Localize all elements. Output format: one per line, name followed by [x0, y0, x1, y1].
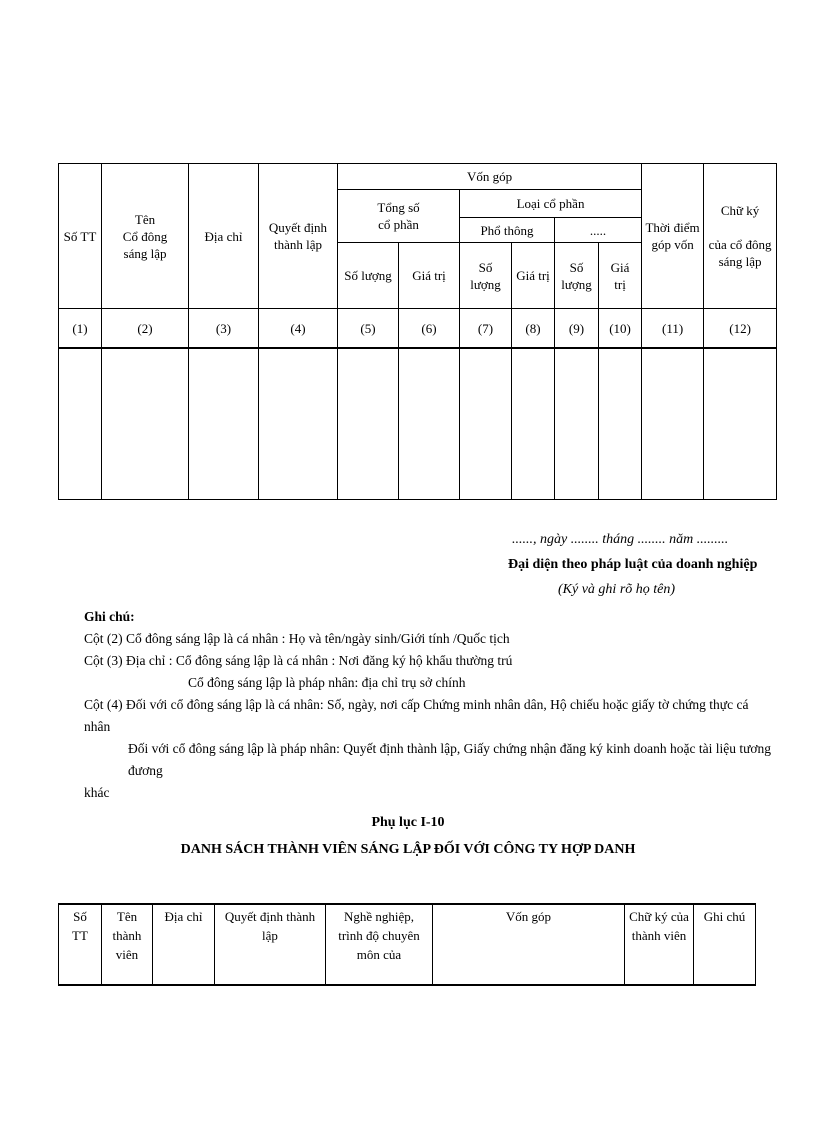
- note-line: Đối với cổ đông sáng lập là pháp nhân: Quyết định thành lập, Giấy chứng nhận đăng ký kinh doanh hoặc tài liệu tương đương: [128, 741, 772, 778]
- column-number: (9): [555, 309, 599, 349]
- appendix-label: Phụ lục I-10: [371, 815, 445, 830]
- column-number: (3): [189, 309, 259, 349]
- column-number: (10): [599, 309, 642, 349]
- note-line: Cột (3) Địa chỉ : Cổ đông sáng lập là cá nhân : Nơi đăng ký hộ khẩu thường trú: [84, 653, 513, 668]
- empty-cell: [59, 348, 102, 500]
- column-number: (12): [704, 309, 777, 349]
- col-header-stt: Số TT: [59, 164, 102, 309]
- col-header-common: Phổ thông: [460, 218, 555, 243]
- column-number: (6): [399, 309, 460, 349]
- signature-instruction: (Ký và ghi rõ họ tên): [558, 582, 676, 597]
- empty-cell: [555, 348, 599, 500]
- column-number: (4): [259, 309, 338, 349]
- col-header-capital: Vốn góp: [433, 904, 625, 985]
- col-header-value: Giá trị: [399, 243, 460, 309]
- col-header-value: Giá trị: [599, 243, 642, 309]
- col-header-name: Tên Cổ đông sáng lập: [102, 164, 189, 309]
- column-number: (11): [642, 309, 704, 349]
- empty-cell: [642, 348, 704, 500]
- col-header-address: Địa chỉ: [189, 164, 259, 309]
- note-line: khác: [84, 785, 110, 800]
- empty-cell: [102, 348, 189, 500]
- column-number: (5): [338, 309, 399, 349]
- col-header-total-shares: Tổng số cổ phần: [338, 190, 460, 243]
- notes-section: [84, 606, 774, 804]
- shareholder-table: [58, 163, 777, 500]
- col-header-decision: Quyết định thành lập: [259, 164, 338, 309]
- col-header-signature: Chữ ký của cổ đông sáng lập: [704, 164, 777, 309]
- col-header-signature: Chữ ký của thành viên: [625, 904, 694, 985]
- partner-table: [58, 903, 756, 986]
- note-line: Cột (4) Đối với cổ đông sáng lập là cá nhân: Số, ngày, nơi cấp Chứng minh nhân dân, Hộ chiếu hoặc giấy tờ chứng thực cá nhân: [84, 697, 749, 734]
- notes-heading: Ghi chú:: [84, 609, 135, 624]
- col-header-value: Giá trị: [512, 243, 555, 309]
- col-header-capital: Vốn góp: [338, 164, 642, 190]
- col-header-quantity: Số lượng: [338, 243, 399, 309]
- column-number: (7): [460, 309, 512, 349]
- col-header-other: .....: [555, 218, 642, 243]
- empty-cell: [599, 348, 642, 500]
- col-header-quantity: Số lượng: [460, 243, 512, 309]
- empty-cell: [512, 348, 555, 500]
- col-header-time: Thời điểm góp vốn: [642, 164, 704, 309]
- col-header-remarks: Ghi chú: [694, 904, 756, 985]
- col-header-stt: Số TT: [59, 904, 102, 985]
- empty-cell: [399, 348, 460, 500]
- document-title: DANH SÁCH THÀNH VIÊN SÁNG LẬP ĐỐI VỚI CÔNG TY HỢP DANH: [180, 842, 636, 857]
- column-number: (1): [59, 309, 102, 349]
- column-number: (8): [512, 309, 555, 349]
- empty-cell: [704, 348, 777, 500]
- empty-cell: [189, 348, 259, 500]
- note-line: Cổ đông sáng lập là pháp nhân: địa chỉ trụ sở chính: [188, 675, 466, 690]
- col-header-member-name: Tên thành viên: [102, 904, 153, 985]
- col-header-occupation: Nghề nghiệp, trình độ chuyên môn của: [326, 904, 433, 985]
- empty-cell: [259, 348, 338, 500]
- table-row: [59, 348, 777, 500]
- signature-date-line: ......, ngày ........ tháng ........ năm .........: [512, 532, 729, 547]
- column-number: (2): [102, 309, 189, 349]
- note-line: Cột (2) Cổ đông sáng lập là cá nhân : Họ và tên/ngày sinh/Giới tính /Quốc tịch: [84, 631, 510, 646]
- empty-cell: [338, 348, 399, 500]
- col-header-quantity: Số lượng: [555, 243, 599, 309]
- col-header-decision: Quyết định thành lập: [215, 904, 326, 985]
- empty-cell: [460, 348, 512, 500]
- signature-title: Đại diện theo pháp luật của doanh nghiệp: [508, 557, 758, 572]
- col-header-share-type: Loại cổ phần: [460, 190, 642, 218]
- col-header-address: Địa chỉ: [153, 904, 215, 985]
